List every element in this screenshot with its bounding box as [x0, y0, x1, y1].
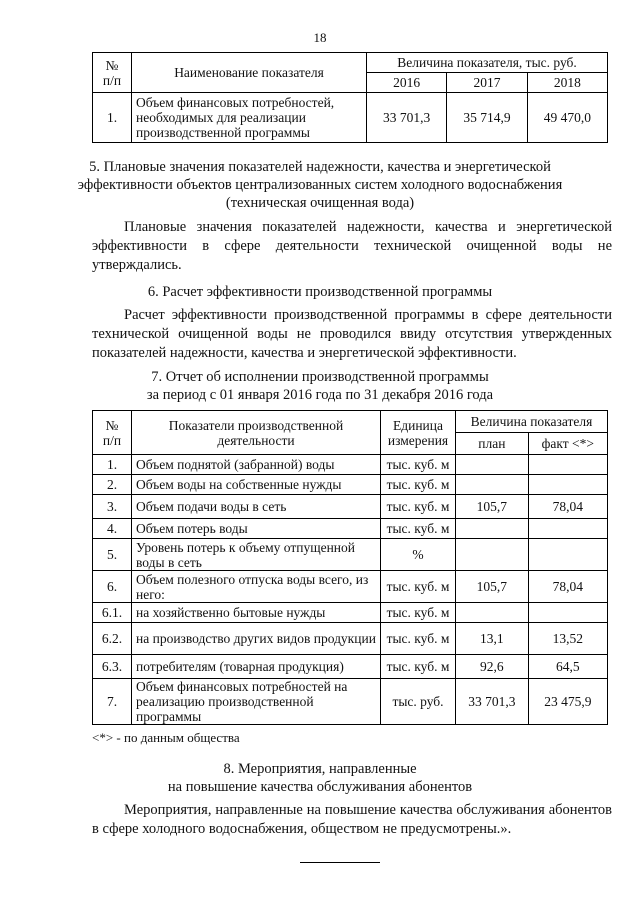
report-row-name: Объем потерь воды [132, 519, 381, 539]
report-row-unit: тыс. куб. м [381, 475, 456, 495]
report-row-unit: тыс. куб. м [381, 623, 456, 655]
report-row [93, 623, 608, 655]
section-7-title-line2: за период с 01 января 2016 года по 31 декабря 2016 года [146, 387, 494, 403]
report-row-name: Уровень потерь к объему отпущенной воды в сеть [132, 539, 381, 571]
report-row-plan: 105,7 [456, 495, 529, 519]
report-row-num: 7. [93, 679, 132, 725]
report-row [93, 679, 608, 725]
page-number: 18 [313, 30, 327, 45]
report-row-name: Объем финансовых потребностей на реализацию производственной программы [132, 679, 381, 725]
report-row [93, 495, 608, 519]
report-row-num: 6. [93, 571, 132, 603]
report-row [93, 571, 608, 603]
report-row-plan [456, 455, 529, 475]
report-row-plan [456, 539, 529, 571]
section-5-text: Плановые значения показателей надежности, качества и энергетической эффективности в сфере деятельности технической очищенной воды не утверждались. [92, 219, 612, 273]
report-row-plan: 105,7 [456, 571, 529, 603]
row-value: 49 470,0 [527, 93, 607, 143]
report-row-fact [528, 519, 607, 539]
col-value-header: Величина показателя, тыс. руб. [367, 53, 608, 73]
program-report-table [92, 410, 608, 725]
row-value: 33 701,3 [367, 93, 447, 143]
report-row-fact [528, 475, 607, 495]
report-row-unit: тыс. куб. м [381, 455, 456, 475]
financial-needs-table [92, 52, 608, 143]
report-row-num: 3. [93, 495, 132, 519]
report-row-num: 4. [93, 519, 132, 539]
report-row-plan [456, 519, 529, 539]
report-row-plan [456, 475, 529, 495]
report-rows [93, 455, 608, 725]
row-name: Объем финансовых потребностей, необходимых для реализации производственной программы [132, 93, 367, 143]
report-row [93, 539, 608, 571]
report-row-unit: % [381, 539, 456, 571]
report-row-plan: 13,1 [456, 623, 529, 655]
section-7-title-line1: 7. Отчет об исполнении производственной программы [151, 369, 489, 385]
report-row-plan: 33 701,3 [456, 679, 529, 725]
report-col-plan-header: план [456, 433, 529, 455]
footnote: <*> - по данным общества [92, 730, 240, 745]
report-row-name: на хозяйственно бытовые нужды [132, 603, 381, 623]
report-row [93, 603, 608, 623]
report-row [93, 475, 608, 495]
col-num-header: № п/п [93, 53, 132, 93]
section-8-title-line1: 8. Мероприятия, направленные [223, 761, 417, 777]
report-row-plan: 92,6 [456, 655, 529, 679]
report-row-num: 6.1. [93, 603, 132, 623]
report-row-unit: тыс. куб. м [381, 519, 456, 539]
section-8-title-line2: на повышение качества обслуживания абонентов [167, 779, 473, 795]
report-row-fact: 64,5 [528, 655, 607, 679]
report-col-unit-header: Единица измерения [381, 411, 456, 455]
report-row-name: потребителям (товарная продукция) [132, 655, 381, 679]
year-header: 2018 [527, 73, 607, 93]
report-row-name: на производство других видов продукции [132, 623, 381, 655]
report-col-indicator-header: Показатели производственной деятельности [132, 411, 381, 455]
report-row [93, 655, 608, 679]
report-row-fact [528, 455, 607, 475]
row-num: 1. [93, 93, 132, 143]
report-row-plan [456, 603, 529, 623]
section-5-title: 5. Плановые значения показателей надежности, качества и энергетической эффективности объектов централизованных систем холодного водоснабжения (техническая очищенная вода) [77, 159, 563, 211]
report-row-unit: тыс. куб. м [381, 495, 456, 519]
report-row-name: Объем полезного отпуска воды всего, из него: [132, 571, 381, 603]
report-row-fact: 23 475,9 [528, 679, 607, 725]
report-row-unit: тыс. куб. м [381, 655, 456, 679]
report-row [93, 455, 608, 475]
report-row [93, 519, 608, 539]
section-6-text: Расчет эффективности производственной программы в сфере деятельности технической очищенной воды не проводился ввиду отсутствия утвержденных показателей надежности, качества и энергетической эффективности. [92, 307, 612, 361]
report-row-fact: 13,52 [528, 623, 607, 655]
report-row-fact: 78,04 [528, 571, 607, 603]
report-row-fact [528, 539, 607, 571]
report-row-name: Объем подачи воды в сеть [132, 495, 381, 519]
report-row-unit: тыс. руб. [381, 679, 456, 725]
col-name-header: Наименование показателя [132, 53, 367, 93]
row-value: 35 714,9 [447, 93, 527, 143]
report-row-num: 6.3. [93, 655, 132, 679]
report-row-num: 5. [93, 539, 132, 571]
report-row-unit: тыс. куб. м [381, 571, 456, 603]
report-row-num: 1. [93, 455, 132, 475]
report-row-num: 6.2. [93, 623, 132, 655]
report-row-unit: тыс. куб. м [381, 603, 456, 623]
section-8-text: Мероприятия, направленные на повышение качества обслуживания абонентов в сфере холодного водоснабжения, обществом не предусмотрены.». [92, 802, 612, 837]
section-6-title: 6. Расчет эффективности производственной программы [147, 284, 493, 300]
report-row-name: Объем воды на собственные нужды [132, 475, 381, 495]
report-col-fact-header: факт <*> [528, 433, 607, 455]
report-row-num: 2. [93, 475, 132, 495]
report-col-num-header: № п/п [93, 411, 132, 455]
report-col-value-header: Величина показателя [456, 411, 608, 433]
year-header: 2017 [447, 73, 527, 93]
end-rule [300, 862, 380, 863]
report-row-fact: 78,04 [528, 495, 607, 519]
report-row-fact [528, 603, 607, 623]
report-row-name: Объем поднятой (забранной) воды [132, 455, 381, 475]
year-header: 2016 [367, 73, 447, 93]
